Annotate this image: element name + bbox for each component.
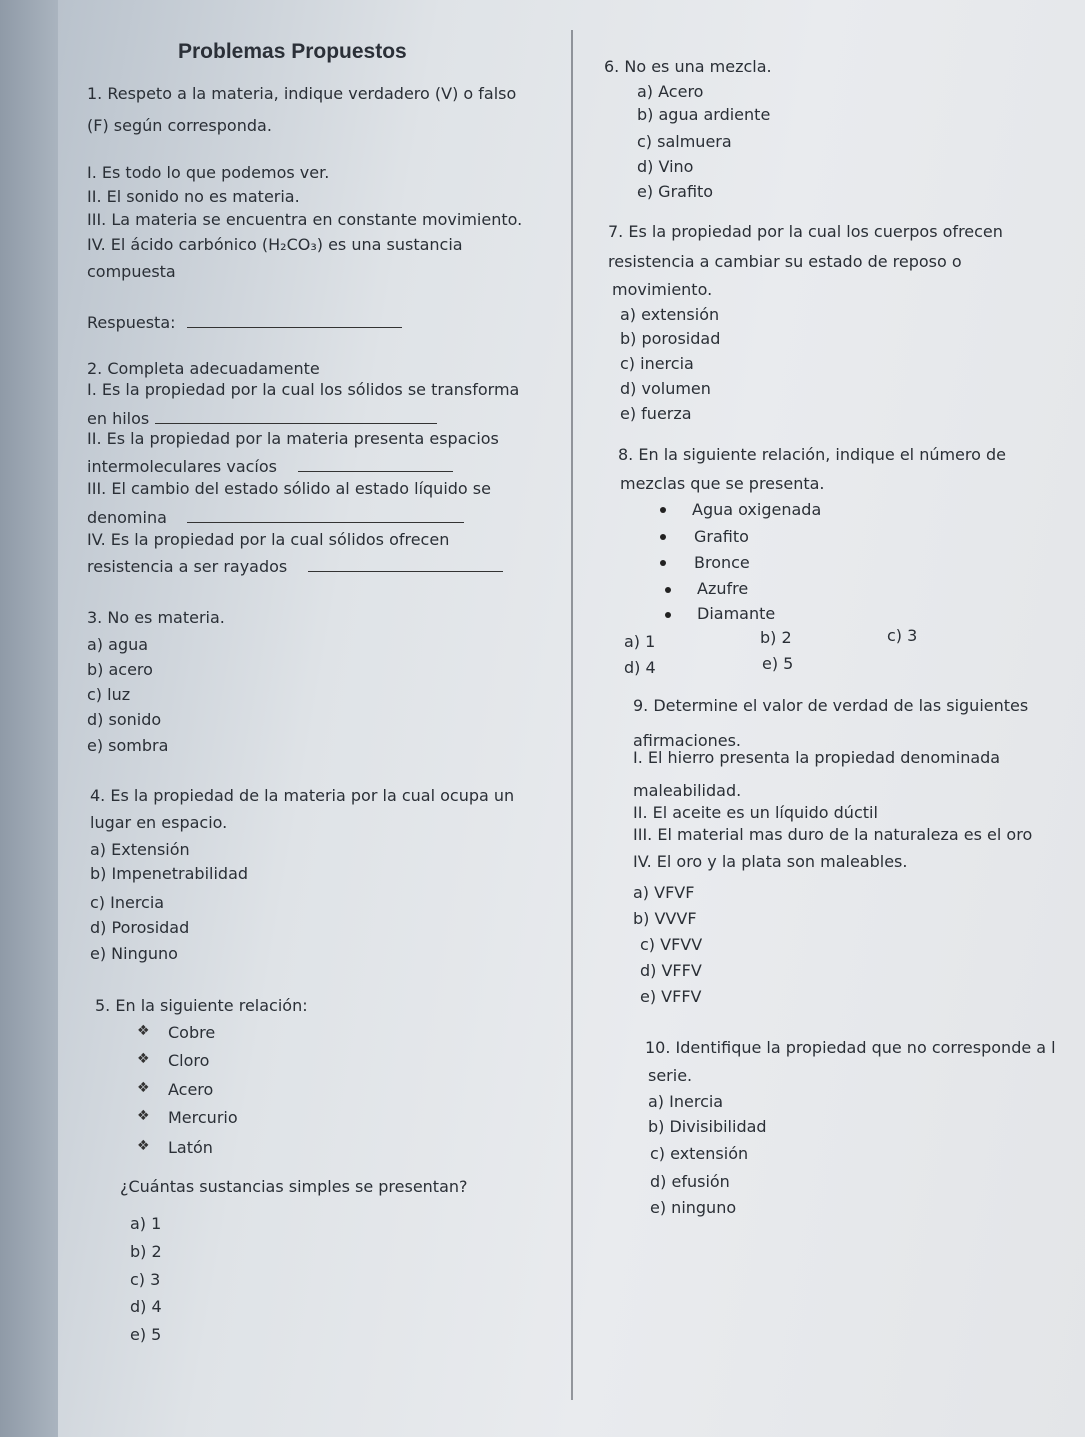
q7-heading-cont: movimiento.: [612, 280, 713, 299]
q5-option[interactable]: d) 4: [130, 1297, 162, 1316]
q9-statement: II. El aceite es un líquido dúctil: [633, 803, 878, 822]
page-title: Problemas Propuestos: [178, 40, 407, 63]
q4-option[interactable]: b) Impenetrabilidad: [90, 864, 249, 883]
q5-option[interactable]: e) 5: [130, 1325, 162, 1344]
diamond-bullet-icon: ❖: [137, 1023, 150, 1039]
diamond-bullet-icon: ❖: [137, 1108, 150, 1124]
q2-line: I. Es la propiedad por la cual los sólidos se transforma: [87, 380, 520, 399]
q6-option[interactable]: d) Vino: [637, 157, 694, 176]
q10-option[interactable]: d) efusión: [650, 1172, 730, 1191]
q5-item: Latón: [168, 1138, 213, 1157]
chemical-formula: H₂CO₃: [268, 235, 317, 254]
q3-heading: 3. No es materia.: [87, 608, 225, 627]
q2-blank-2[interactable]: [298, 457, 453, 476]
q9-option[interactable]: b) VVVF: [633, 909, 697, 928]
q7-option[interactable]: b) porosidad: [620, 329, 721, 348]
q1-item: I. Es todo lo que podemos ver.: [87, 163, 330, 182]
q8-option[interactable]: e) 5: [762, 654, 794, 673]
q6-option[interactable]: c) salmuera: [637, 132, 732, 151]
q7-option[interactable]: a) extensión: [620, 305, 720, 324]
q6-heading: 6. No es una mezcla.: [604, 57, 772, 76]
q9-statement: IV. El oro y la plata son maleables.: [633, 852, 908, 871]
q6-option[interactable]: a) Acero: [637, 82, 704, 101]
q4-option[interactable]: c) Inercia: [90, 893, 165, 912]
q5-option[interactable]: b) 2: [130, 1242, 162, 1261]
bullet-dot-icon: [660, 507, 666, 513]
q7-heading-cont: resistencia a cambiar su estado de reposo o: [608, 252, 962, 271]
q3-option[interactable]: d) sonido: [87, 710, 162, 729]
q2-line: II. Es la propiedad por la materia presenta espacios: [87, 429, 499, 448]
q9-statement: I. El hierro presenta la propiedad denominada: [633, 748, 1001, 767]
q4-heading-cont: lugar en espacio.: [90, 813, 228, 832]
q4-heading: 4. Es la propiedad de la materia por la cual ocupa un: [90, 786, 515, 805]
diamond-bullet-icon: ❖: [137, 1138, 150, 1154]
q5-item: Cloro: [168, 1051, 210, 1070]
q2-line: III. El cambio del estado sólido al estado líquido se: [87, 479, 491, 498]
q5-heading: 5. En la siguiente relación:: [95, 996, 308, 1015]
q1-answer-blank[interactable]: [187, 313, 402, 332]
q9-heading-cont: afirmaciones.: [633, 731, 742, 750]
q4-option[interactable]: e) Ninguno: [90, 944, 178, 963]
q10-heading: 10. Identifique la propiedad que no corresponde a l: [645, 1038, 1056, 1057]
q6-option[interactable]: e) Grafito: [637, 182, 714, 201]
q8-option[interactable]: a) 1: [624, 632, 656, 651]
q3-option[interactable]: c) luz: [87, 685, 131, 704]
q3-option[interactable]: e) sombra: [87, 736, 169, 755]
q10-option[interactable]: e) ninguno: [650, 1198, 737, 1217]
q1-answer-label: Respuesta:: [87, 313, 176, 332]
q2-line: en hilos: [87, 409, 150, 428]
q2-line: resistencia a ser rayados: [87, 557, 288, 576]
q5-option[interactable]: c) 3: [130, 1270, 161, 1289]
q9-heading: 9. Determine el valor de verdad de las siguientes: [633, 696, 1029, 715]
q2-blank-4[interactable]: [308, 557, 503, 576]
q2-blank-1[interactable]: [155, 409, 437, 428]
q3-option[interactable]: a) agua: [87, 635, 149, 654]
bullet-dot-icon: [660, 534, 666, 540]
q5-question: ¿Cuántas sustancias simples se presentan?: [120, 1177, 468, 1196]
q8-option[interactable]: b) 2: [760, 628, 792, 647]
q8-heading-cont: mezclas que se presenta.: [620, 474, 825, 493]
q4-option[interactable]: d) Porosidad: [90, 918, 190, 937]
bullet-dot-icon: [665, 587, 671, 593]
q1-item4-text: IV. El ácido carbónico (: [87, 235, 269, 254]
q7-option[interactable]: d) volumen: [620, 379, 711, 398]
q7-option[interactable]: e) fuerza: [620, 404, 692, 423]
q8-option[interactable]: c) 3: [887, 626, 918, 645]
q8-heading: 8. En la siguiente relación, indique el número de: [618, 445, 1006, 464]
q7-option[interactable]: c) inercia: [620, 354, 694, 373]
q7-heading: 7. Es la propiedad por la cual los cuerpos ofrecen: [608, 222, 1003, 241]
q3-option[interactable]: b) acero: [87, 660, 153, 679]
q8-option[interactable]: d) 4: [624, 658, 656, 677]
q10-option[interactable]: c) extensión: [650, 1144, 749, 1163]
q10-heading-cont: serie.: [648, 1066, 693, 1085]
q1-item4-text-end: ) es una sustancia: [316, 235, 463, 254]
q8-item: Azufre: [697, 579, 749, 598]
q2-line: denomina: [87, 508, 167, 527]
q8-item: Bronce: [694, 553, 750, 572]
column-divider: [571, 30, 573, 1400]
q5-option[interactable]: a) 1: [130, 1214, 162, 1233]
q5-item: Mercurio: [168, 1108, 238, 1127]
q9-option[interactable]: d) VFFV: [640, 961, 702, 980]
q10-option[interactable]: b) Divisibilidad: [648, 1117, 767, 1136]
q2-line: intermoleculares vacíos: [87, 457, 277, 476]
q2-line: IV. Es la propiedad por la cual sólidos ofrecen: [87, 530, 450, 549]
q1-item-4-cont: compuesta: [87, 262, 176, 281]
q8-item: Diamante: [697, 604, 776, 623]
q1-item: III. La materia se encuentra en constante movimiento.: [87, 210, 523, 229]
q5-item: Cobre: [168, 1023, 216, 1042]
q6-option[interactable]: b) agua ardiente: [637, 105, 771, 124]
q8-item: Agua oxigenada: [692, 500, 822, 519]
q9-statement: III. El material mas duro de la naturaleza es el oro: [633, 825, 1033, 844]
q2-heading: 2. Completa adecuadamente: [87, 359, 320, 378]
q9-statement: maleabilidad.: [633, 781, 742, 800]
q10-option[interactable]: a) Inercia: [648, 1092, 724, 1111]
q1-heading: 1. Respeto a la materia, indique verdadero (V) o falso: [87, 84, 517, 103]
bullet-dot-icon: [665, 612, 671, 618]
diamond-bullet-icon: ❖: [137, 1080, 150, 1096]
q1-item-4: [87, 235, 463, 254]
q4-option[interactable]: a) Extensión: [90, 840, 190, 859]
q1-item: II. El sonido no es materia.: [87, 187, 300, 206]
bullet-dot-icon: [660, 560, 666, 566]
q9-option[interactable]: e) VFFV: [640, 987, 702, 1006]
q2-blank-3[interactable]: [187, 508, 464, 527]
q9-option[interactable]: c) VFVV: [640, 935, 703, 954]
q8-item: Grafito: [694, 527, 749, 546]
q1-heading-cont: (F) según corresponda.: [87, 116, 272, 135]
q5-item: Acero: [168, 1080, 214, 1099]
q9-option[interactable]: a) VFVF: [633, 883, 695, 902]
diamond-bullet-icon: ❖: [137, 1051, 150, 1067]
page-shadow: [0, 0, 58, 1437]
